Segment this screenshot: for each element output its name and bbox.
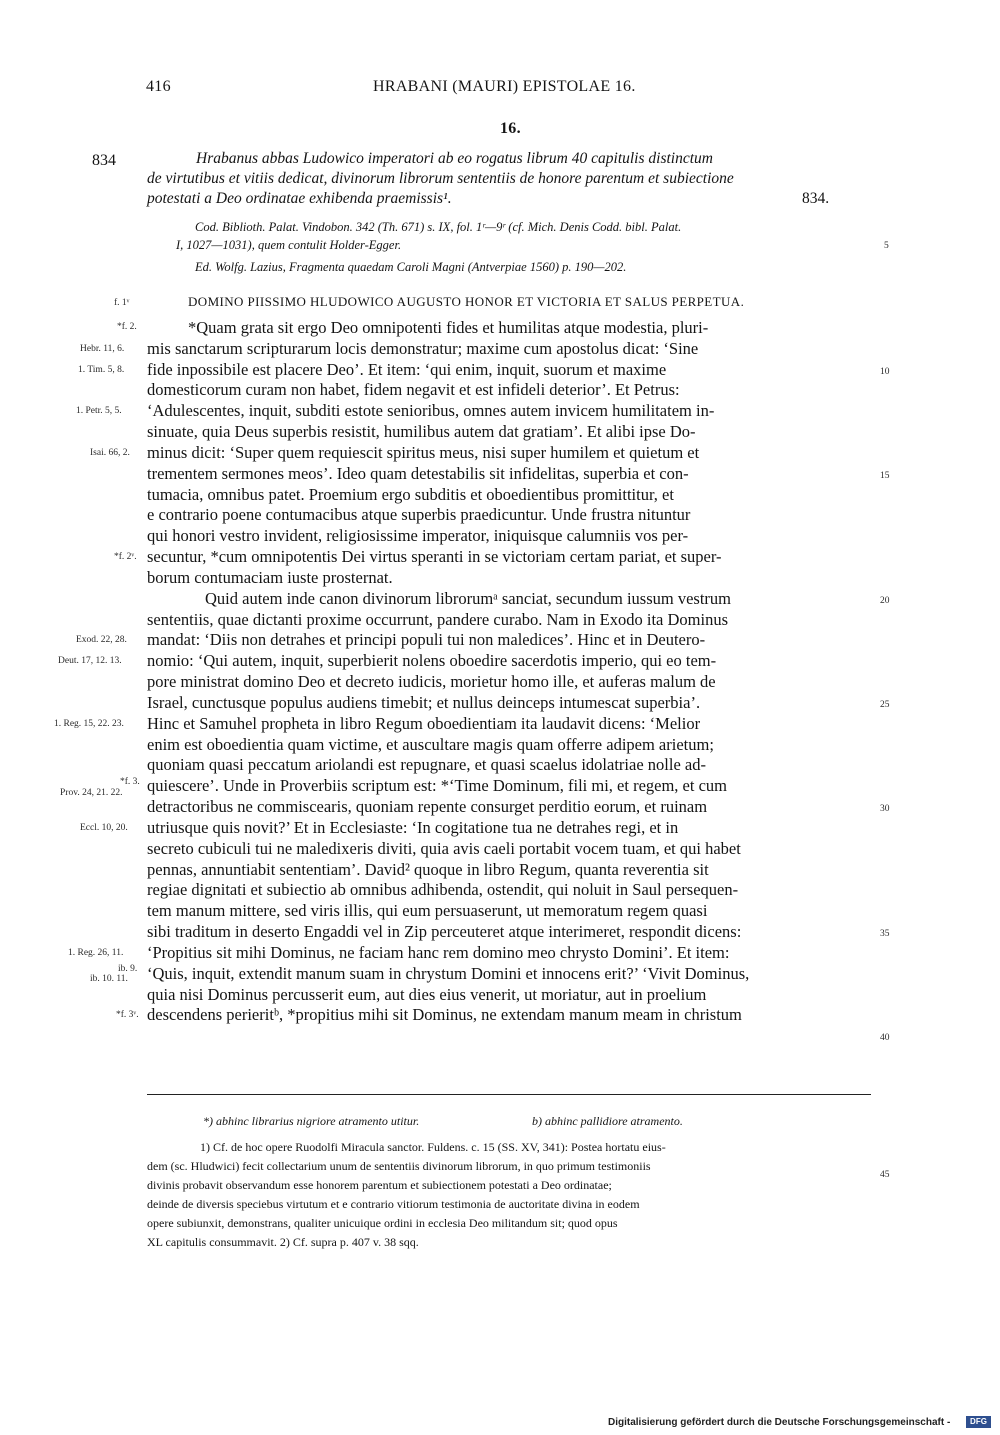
source-line: I, 1027—1031), quem contulit Holder-Egger. <box>176 238 402 252</box>
line-number: 25 <box>880 700 890 710</box>
body-line: descendens perieritᵇ, *propitius mihi sit Dominus, ne extendam manum meam in christum <box>147 1005 742 1024</box>
footnote-line: dem (sc. Hludwici) fecit collectarium unum de sententiis divinorum librorum, in quo primum testimoniis <box>147 1159 651 1173</box>
body-line: tem manum mittere, sed viris illis, qui eum persuaserunt, ut memoratum regem quasi <box>147 901 708 920</box>
body-line: mandat: ‘Diis non detrahes et principi populi tui non maledices’. Hinc et in Deutero- <box>147 630 706 649</box>
body-line: trementem sermones meos’. Ideo quam detestabilis sit infidelitas, superbia et con- <box>147 464 689 483</box>
body-line: secreto cubiculi tui ne maledixeris diviti, quia avis caeli portabit vocem tuam, et qui habet <box>147 839 741 858</box>
body-line: borum contumaciam iuste prosternat. <box>147 568 393 587</box>
margin-note: Isai. 66, 2. <box>90 448 130 458</box>
body-line: qui honori vestro invident, religiosissime imperator, iniquisque calumniis vos per- <box>147 526 689 545</box>
body-line: *Quam grata sit ergo Deo omnipotenti fides et humilitas atque modestia, pluri- <box>188 318 709 337</box>
source-line: Cod. Biblioth. Palat. Vindobon. 342 (Th. 671) s. IX, fol. 1ʳ—9ʳ (cf. Mich. Denis Codd. bibl. Palat. <box>195 220 682 234</box>
summary-line: de virtutibus et vitiis dedicat, divinorum librorum sententiis de honore parentum et subiectione <box>147 170 734 187</box>
margin-note: 1. Reg. 15, 22. 23. <box>54 719 124 729</box>
folio-margin-note: f. 1ᵛ <box>114 298 130 308</box>
footnote-separator <box>147 1094 871 1095</box>
body-line: domesticorum curam non habet, fidem negavit et est infideli deterior’. Et Petrus: <box>147 380 680 399</box>
body-line: Israel, cunctusque populus audiens timebit; et nullus deinceps intumescat superbia’. <box>147 693 701 712</box>
margin-note: Eccl. 10, 20. <box>80 823 128 833</box>
line-number: 45 <box>880 1170 890 1180</box>
body-line: enim est oboedientia quam victime, et auscultare magis quam offerre adipem arietum; <box>147 735 714 754</box>
footnote-line: opere subiunxit, demonstrans, qualiter unicuique ordini in ecclesia Deo militandum sit; quod opus <box>147 1216 618 1230</box>
body-line: utriusque quis novit?’ Et in Ecclesiaste: ‘In cogitatione tua ne detrahes regi, et in <box>147 818 679 837</box>
footnote-line: 1) Cf. de hoc opere Ruodolfi Miracula sanctor. Fuldens. c. 15 (SS. XV, 341): Postea hortatu eius- <box>200 1140 666 1154</box>
footnote-line: XL capitulis consummavit. 2) Cf. supra p. 407 v. 38 sqq. <box>147 1235 419 1249</box>
critical-note: b) abhinc pallidiore atramento. <box>532 1114 683 1128</box>
summary-line: Hrabanus abbas Ludowico imperatori ab eo rogatus librum 40 capitulis distinctum <box>196 150 713 167</box>
body-line: pennas, annuntiabit sententiam’. David² quoque in libro Regum, quanta reverentia sit <box>147 860 709 879</box>
salutation: DOMINO PIISSIMO HLUDOWICO AUGUSTO HONOR ET VICTORIA ET SALUS PERPETUA. <box>188 294 745 309</box>
body-line: quia nisi Dominus percusserit eum, aut dies eius venerit, ut moriatur, aut in proelium <box>147 985 707 1004</box>
footnote-line: divinis probavit observandum esse honorem parentum et subiectionem potestati a Deo ordinatae; <box>147 1178 612 1192</box>
running-title: HRABANI (MAURI) EPISTOLAE 16. <box>373 78 636 95</box>
body-line: quiescere’. Unde in Proverbiis scriptum est: *‘Time Dominum, fili mi, et regem, et cum <box>147 776 727 795</box>
line-number: 10 <box>880 367 890 377</box>
margin-note: 1. Petr. 5, 5. <box>76 406 122 416</box>
margin-note: 1. Reg. 26, 11. <box>68 948 124 958</box>
critical-note: *) abhinc librarius nigriore atramento utitur. <box>203 1114 420 1128</box>
page-number: 416 <box>146 78 171 95</box>
margin-note: *f. 2ᵛ. <box>114 552 137 562</box>
letter-number: 16. <box>500 120 521 137</box>
line-number: 5 <box>884 241 889 251</box>
body-line: ‘Adulescentes, inquit, subditi estote senioribus, omnes autem invicem humilitatem in- <box>147 401 715 420</box>
body-line: mis sanctarum scripturarum locis demonstratur; maxime cum apostolus dicat: ‘Sine <box>147 339 699 358</box>
summary-year-left: 834 <box>92 152 116 169</box>
margin-note: *f. 3ᵛ. <box>116 1010 139 1020</box>
body-line: pore ministrat domino Deo et decreto iudicis, morietur homo ille, et auferas malum de <box>147 672 716 691</box>
margin-note: ib. 10. 11. <box>90 974 128 984</box>
footnote-line: deinde de diversis speciebus virtutum et e contrario vitiorum testimonia de auctoritate divina in eodem <box>147 1197 640 1211</box>
dfg-logo: DFG <box>966 1416 991 1428</box>
line-number: 35 <box>880 929 890 939</box>
body-line: sententiis, quae dictanti proxime occurrunt, pandere curabo. Nam in Exodo ita Dominus <box>147 610 729 629</box>
summary-year-right: 834. <box>802 190 830 207</box>
body-line: sinuate, quia Deus superbis resistit, humilibus autem dat gratiam’. Et alibi ipse Do- <box>147 422 696 441</box>
body-line: Quid autem inde canon divinorum librorumᵃ sanciat, secundum iussum vestrum <box>205 589 732 608</box>
line-number: 30 <box>880 804 890 814</box>
line-number: 40 <box>880 1033 890 1043</box>
margin-note: 1. Tim. 5, 8. <box>78 365 125 375</box>
margin-note: Hebr. 11, 6. <box>80 344 125 354</box>
margin-note: *f. 2. <box>117 322 137 332</box>
body-line: regiae dignitati et subiectio ab omnibus adhibenda, ostendit, qui noluit in Saul persequen- <box>147 880 739 899</box>
digitization-note: Digitalisierung gefördert durch die Deutsche Forschungsgemeinschaft - <box>608 1417 951 1428</box>
margin-note: Exod. 22, 28. <box>76 635 127 645</box>
body-line: secuntur, *cum omnipotentis Dei virtus speranti in se victoriam certam pariat, et super- <box>147 547 722 566</box>
body-line: fide inpossibile est placere Deo’. Et item: ‘qui enim, inquit, suorum et maxime <box>147 360 667 379</box>
body-line: ‘Quis, inquit, extendit manum suam in chrystum Domini et innocens erit?’ ‘Vivit Dominus, <box>147 964 750 983</box>
body-line: tumacia, omnibus patet. Proemium ergo subditis et oboedientibus promittitur, et <box>147 485 674 504</box>
line-number: 20 <box>880 596 890 606</box>
margin-note: Deut. 17, 12. 13. <box>58 656 122 666</box>
body-line: detractoribus ne commiscearis, quoniam repente consurget perditio eorum, et ruinam <box>147 797 708 816</box>
body-line: e contrario poene contumacibus atque superbis praedicuntur. Unde frustra nituntur <box>147 505 691 524</box>
body-line: quoniam quasi peccatum ariolandi est repugnare, et quasi scaelus idolatriae nolle ad- <box>147 755 706 774</box>
body-line: minus dicit: ‘Super quem requiescit spiritus meus, nisi super humilem et quietum et <box>147 443 700 462</box>
body-line: sibi traditum in deserto Engaddi vel in Zip perceuteret atque interimeret, respondit dicens: <box>147 922 742 941</box>
body-line: Hinc et Samuhel propheta in libro Regum oboedientiam ita laudavit dicens: ‘Melior <box>147 714 701 733</box>
body-line: ‘Propitius sit mihi Dominus, ne faciam hanc rem domino meo chrysto Domini’. Et item: <box>147 943 730 962</box>
margin-note: ib. 9. <box>118 964 138 974</box>
source-line: Ed. Wolfg. Lazius, Fragmenta quaedam Caroli Magni (Antverpiae 1560) p. 190—202. <box>195 260 627 274</box>
summary-line: potestati a Deo ordinatae exhibenda praemissis¹. <box>147 190 452 207</box>
line-number: 15 <box>880 471 890 481</box>
margin-note: Prov. 24, 21. 22. <box>60 788 123 798</box>
body-line: nomio: ‘Qui autem, inquit, superbierit nolens oboedire sacerdotis imperio, qui eo tem- <box>147 651 717 670</box>
margin-note: *f. 3. <box>120 777 140 787</box>
